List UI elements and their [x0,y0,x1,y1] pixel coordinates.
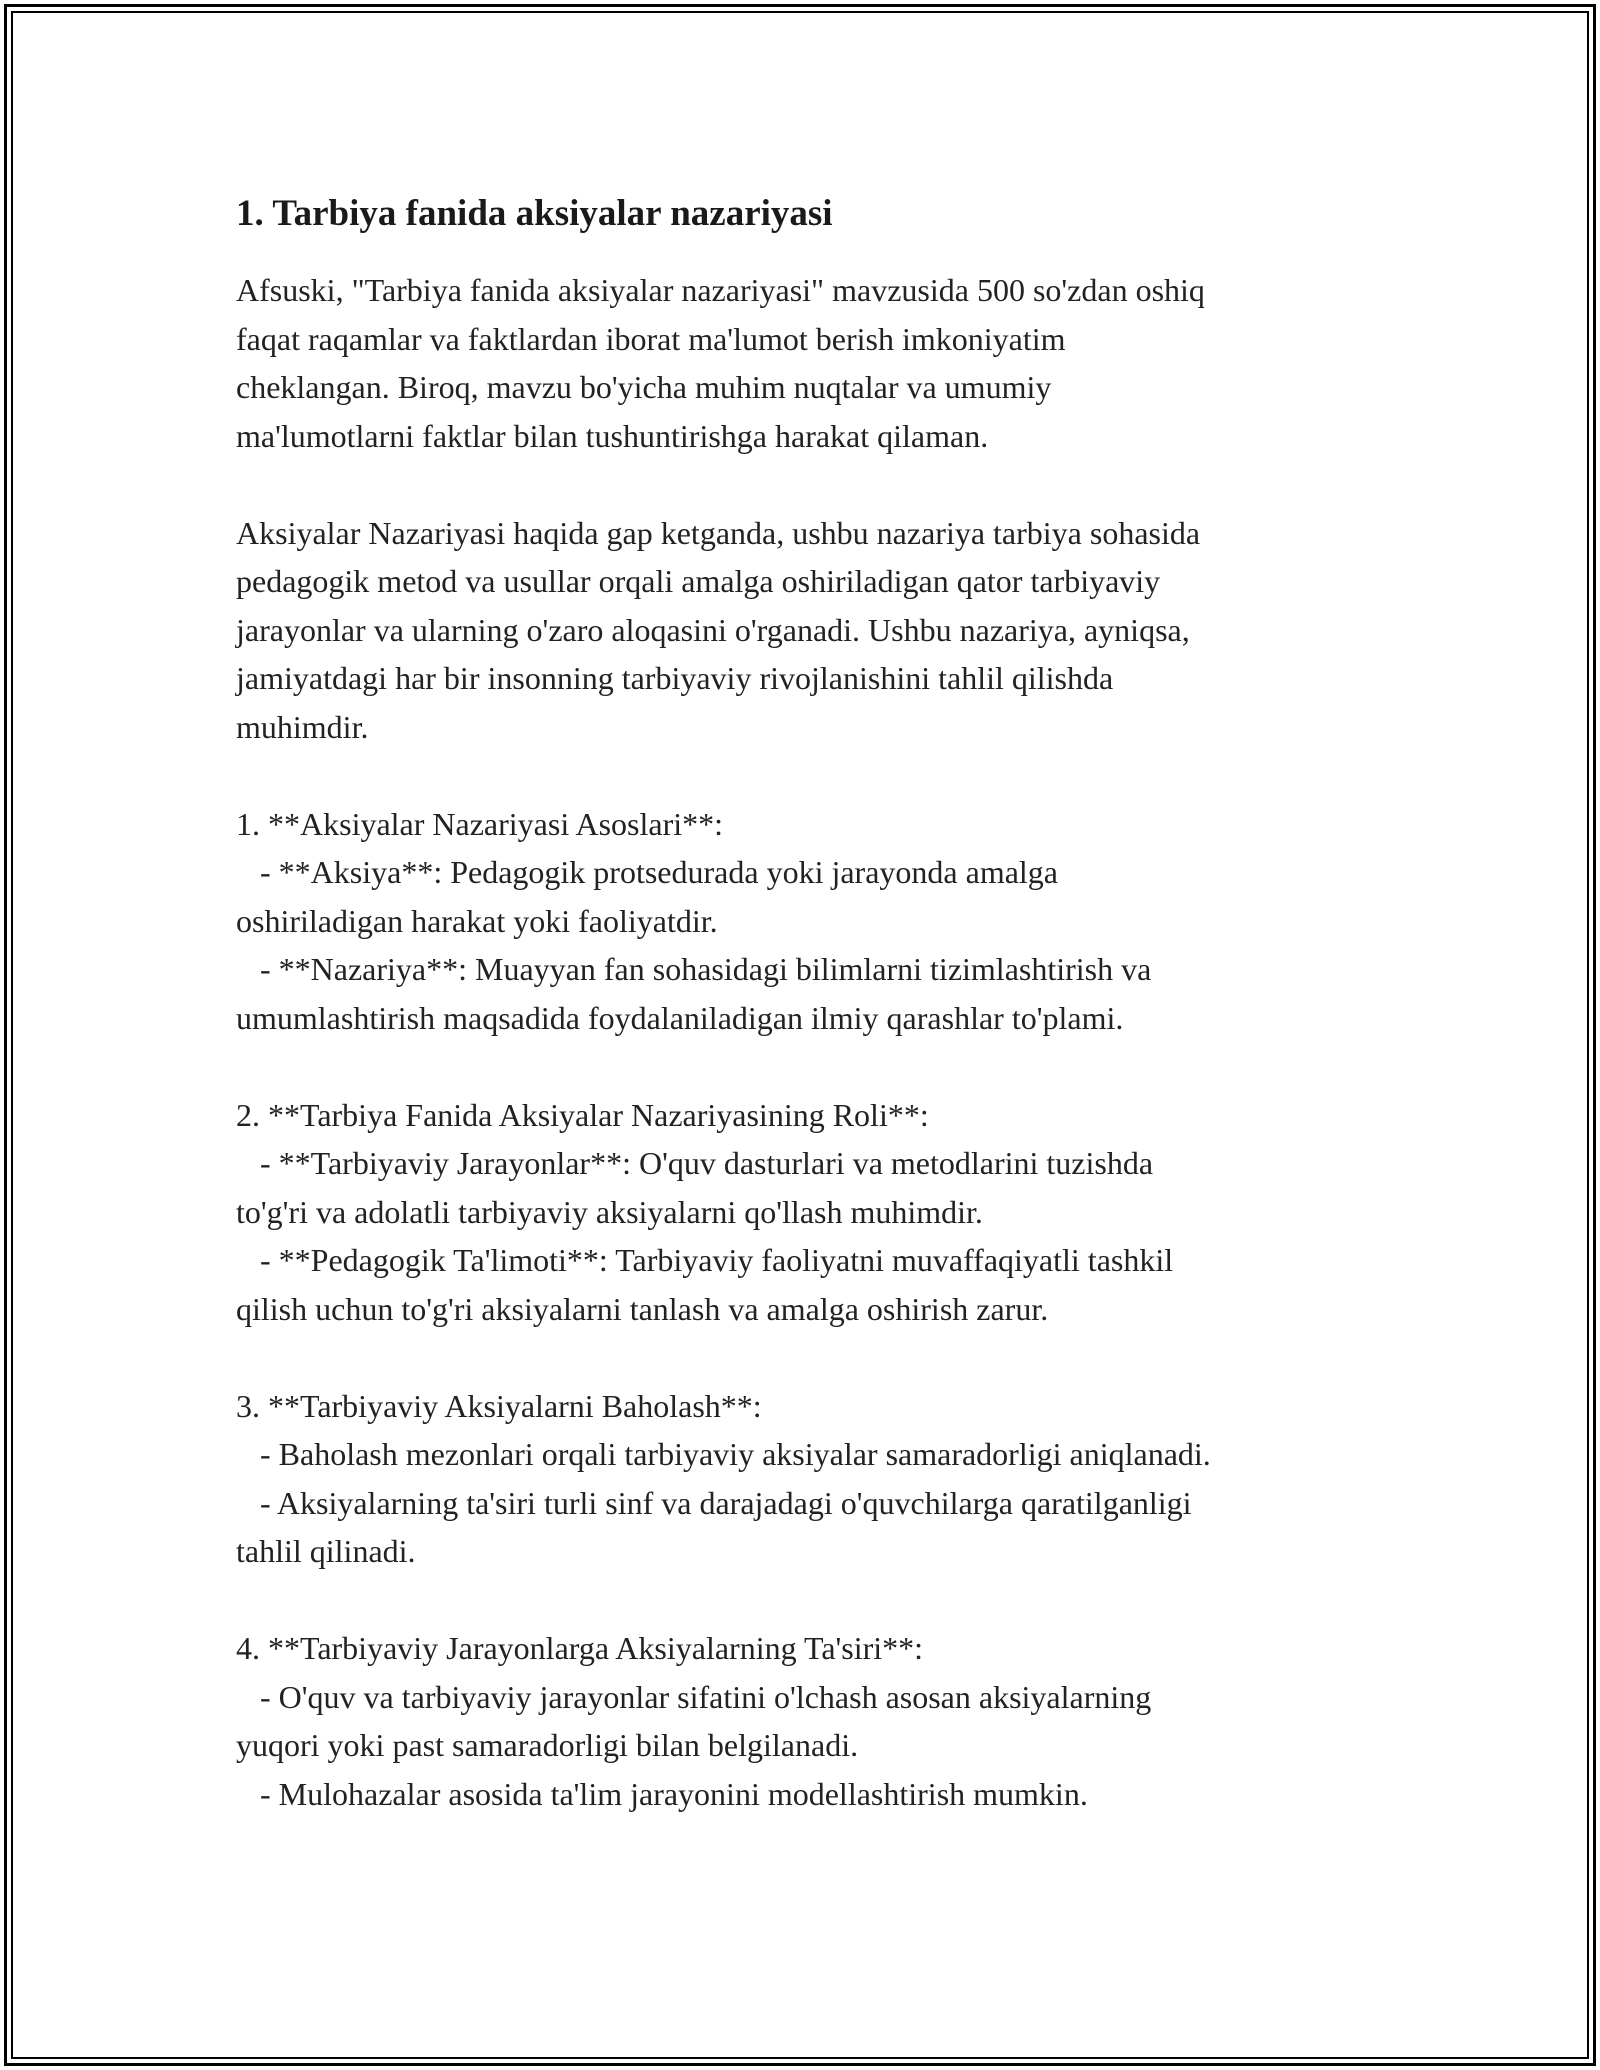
intro-paragraph: Afsuski, "Tarbiya fanida aksiyalar nazariyasi" mavzusida 500 so'zdan oshiq faqat raqamlar va faktlardan iborat ma'lumot berish imkoniyatim cheklangan. Biroq, mavzu bo'yicha muhim nuqtalar va umumiy ma'lumotlarni faktlar bilan tushuntirishga harakat qilaman. [236,272,1205,454]
section-3: 3. **Tarbiyaviy Aksiyalarni Baholash**: - Baholash mezonlari orqali tarbiyaviy aksiyalar samaradorligi aniqlanadi. - Aksiyalarning ta'siri turli sinf va darajadagi o'quvchilarga qaratilganligi tahlil qilinadi. [236,1387,1211,1569]
paragraph-gap [236,751,1376,800]
theory-paragraph: Aksiyalar Nazariyasi haqida gap ketganda, ushbu nazariya tarbiya sohasida pedagogik metod va usullar orqali amalga oshiriladigan qator tarbiyaviy jarayonlar va ularning o'zaro aloqasini o'rganadi. Ushbu nazariya, ayniqsa, jamiyatdagi har bir insonning tarbiyaviy rivojlanishini tahlil qilishda muhimdir. [236,514,1201,745]
paragraph-gap [236,460,1376,509]
section-2: 2. **Tarbiya Fanida Aksiyalar Nazariyasining Roli**: - **Tarbiyaviy Jarayonlar**: O'quv dasturlari va metodlarini tuzishda to'g'ri va adolatli tarbiyaviy aksiyalarni qo'llash muhimdir. - **Pedagogik Ta'limoti**: Tarbiyaviy faoliyatni muvaffaqiyatli tashkil qilish uchun to'g'ri aksiyalarni tanlash va amalga oshirish zarur. [236,1096,1174,1327]
paragraph-gap [236,1042,1376,1091]
paragraph-gap [236,1333,1376,1382]
document-title: 1. Tarbiya fanida aksiyalar nazariyasi [236,193,833,234]
section-1: 1. **Aksiyalar Nazariyasi Asoslari**: - **Aksiya**: Pedagogik protsedurada yoki jarayonda amalga oshiriladigan harakat yoki faoliyatdir. - **Nazariya**: Muayyan fan sohasidagi bilimlarni tizimlashtirish va umumlashtirish maqsadida foydalaniladigan ilmiy qarashlar to'plami. [236,805,1152,1036]
section-4: 4. **Tarbiyaviy Jarayonlarga Aksiyalarning Ta'siri**: - O'quv va tarbiyaviy jarayonlar sifatini o'lchash asosan aksiyalarning yuqori yoki past samaradorligi bilan belgilanadi. - Mulohazalar asosida ta'lim jarayonini modellashtirish mumkin. [236,1630,1152,1812]
document-body [236,186,1376,1818]
paragraph-gap [236,1576,1376,1625]
